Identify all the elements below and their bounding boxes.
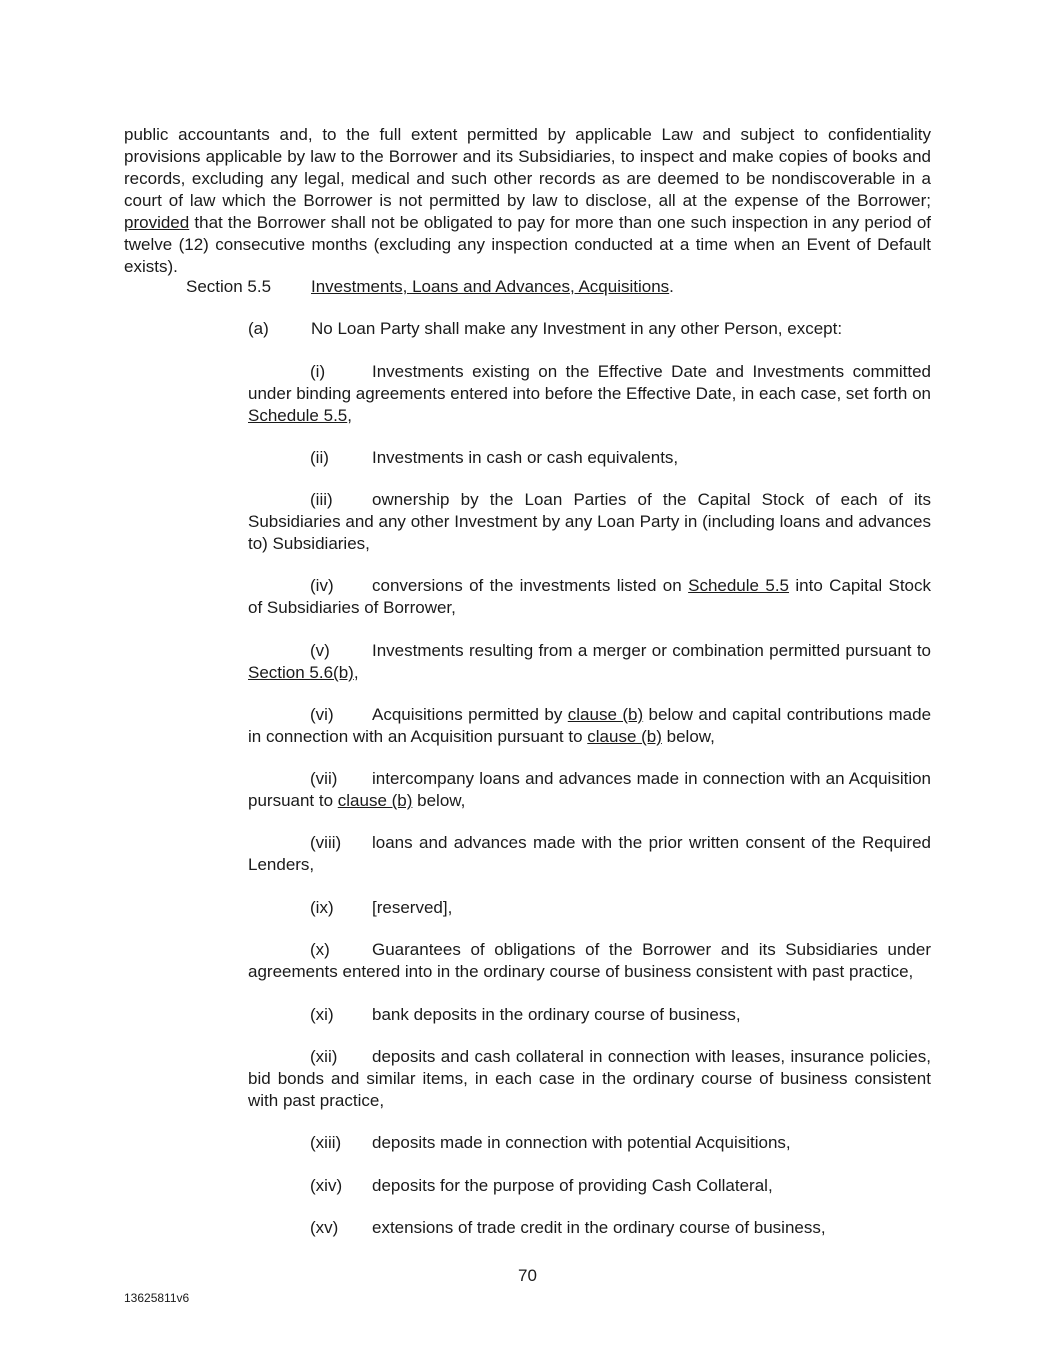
item-iii-label: (iii) bbox=[310, 490, 333, 509]
section-number: Section 5.5 bbox=[186, 277, 272, 296]
item-xv-text: extensions of trade credit in the ordinary course of business, bbox=[372, 1218, 826, 1237]
item-x-text: Guarantees of obligations of the Borrower and its Subsidiaries under agreements entered into in the ordinary course of business consistent with past practice, bbox=[248, 940, 931, 981]
item-v-text: Investments resulting from a merger or combination permitted pursuant to bbox=[372, 641, 931, 660]
subsection-a-label: (a) bbox=[248, 319, 269, 338]
item-ix-label: (ix) bbox=[310, 898, 334, 917]
section-title-end: . bbox=[669, 277, 674, 296]
item-ix bbox=[248, 897, 931, 919]
item-vi bbox=[248, 704, 931, 748]
item-xi bbox=[248, 1004, 931, 1026]
item-ix-text: [reserved], bbox=[372, 898, 453, 917]
item-i-label: (i) bbox=[310, 362, 326, 381]
intro-text-2: that the Borrower shall not be obligated to pay for more than one such inspection in any period of twelve (12) consecutive months (excluding any inspection conducted at a time when an Event of Default exists). bbox=[124, 213, 931, 276]
item-iv-ref: Schedule 5.5 bbox=[688, 576, 790, 595]
page-number: 70 bbox=[518, 1266, 537, 1285]
provided-term: provided bbox=[124, 213, 190, 232]
item-ii-text: Investments in cash or cash equivalents, bbox=[372, 448, 679, 467]
item-xii-label: (xii) bbox=[310, 1047, 338, 1066]
item-xi-label: (xi) bbox=[310, 1005, 334, 1024]
item-iii bbox=[248, 489, 931, 555]
item-xiv-label: (xiv) bbox=[310, 1176, 343, 1195]
item-vii-after: below, bbox=[412, 791, 466, 810]
document-id: 13625811v6 bbox=[124, 1291, 190, 1305]
item-xi-text: bank deposits in the ordinary course of business, bbox=[372, 1005, 741, 1024]
item-vi-after: below, bbox=[661, 727, 715, 746]
item-vi-label: (vi) bbox=[310, 705, 334, 724]
item-vi-mid: below and capital contributions made in connection with an Acquisition pursuant to bbox=[248, 705, 932, 746]
item-v-label: (v) bbox=[310, 641, 330, 660]
item-xiii-label: (xiii) bbox=[310, 1133, 342, 1152]
subsection-a bbox=[248, 318, 842, 340]
item-iv bbox=[248, 575, 931, 619]
item-iv-after: into Capital Stock of Subsidiaries of Borrower, bbox=[248, 576, 931, 617]
item-xiii-text: deposits made in connection with potential Acquisitions, bbox=[372, 1133, 791, 1152]
item-v-ref: Section 5.6(b) bbox=[248, 663, 354, 682]
section-title: Investments, Loans and Advances, Acquisitions bbox=[311, 277, 670, 296]
item-viii-label: (viii) bbox=[310, 833, 342, 852]
item-iv-text: conversions of the investments listed on bbox=[372, 576, 689, 595]
item-i bbox=[248, 361, 931, 427]
item-i-after: , bbox=[347, 406, 352, 425]
item-viii-text: loans and advances made with the prior written consent of the Required Lenders, bbox=[248, 833, 931, 874]
item-v bbox=[248, 640, 931, 684]
item-i-ref: Schedule 5.5 bbox=[248, 406, 348, 425]
item-vi-ref-2: clause (b) bbox=[587, 727, 662, 746]
intro-paragraph bbox=[124, 124, 931, 278]
item-xiv-text: deposits for the purpose of providing Cash Collateral, bbox=[372, 1176, 773, 1195]
item-xii bbox=[248, 1046, 931, 1112]
item-i-text: Investments existing on the Effective Date and Investments committed under binding agreements entered into before the Effective Date, in each case, set forth on bbox=[248, 362, 931, 403]
subsection-a-text: No Loan Party shall make any Investment in any other Person, except: bbox=[311, 319, 843, 338]
item-xii-text: deposits and cash collateral in connection with leases, insurance policies, bid bonds and similar items, in each case in the ordinary course of business consistent with past practice, bbox=[248, 1047, 931, 1110]
item-vii bbox=[248, 768, 931, 812]
item-xiii bbox=[248, 1132, 931, 1154]
intro-text-1: public accountants and, to the full extent permitted by applicable Law and subject to confidentiality provisions applicable by law to the Borrower and its Subsidiaries, to inspect and make copies of books and records, excluding any legal, medical and such other records as are deemed to be nondiscoverable in a court of law which the Borrower is not permitted by law to disclose, all at the expense of the Borrower; bbox=[124, 125, 931, 210]
item-x bbox=[248, 939, 931, 983]
item-ii-label: (ii) bbox=[310, 448, 329, 467]
item-vii-text: intercompany loans and advances made in connection with an Acquisition pursuant to bbox=[248, 769, 931, 810]
item-iv-label: (iv) bbox=[310, 576, 334, 595]
item-vi-text: Acquisitions permitted by bbox=[372, 705, 568, 724]
item-v-after: , bbox=[353, 663, 359, 682]
item-viii bbox=[248, 832, 931, 876]
item-vii-label: (vii) bbox=[310, 769, 338, 788]
section-heading bbox=[186, 276, 674, 298]
item-vii-ref: clause (b) bbox=[337, 791, 413, 810]
item-xiv bbox=[248, 1175, 931, 1197]
item-vi-ref-1: clause (b) bbox=[567, 705, 644, 724]
item-xv bbox=[248, 1217, 931, 1239]
item-x-label: (x) bbox=[310, 940, 330, 959]
item-ii bbox=[248, 447, 931, 469]
item-xv-label: (xv) bbox=[310, 1218, 339, 1237]
item-iii-text: ownership by the Loan Parties of the Capital Stock of each of its Subsidiaries and any other Investment by any Loan Party in (including loans and advances to) Subsidiaries, bbox=[248, 490, 931, 553]
